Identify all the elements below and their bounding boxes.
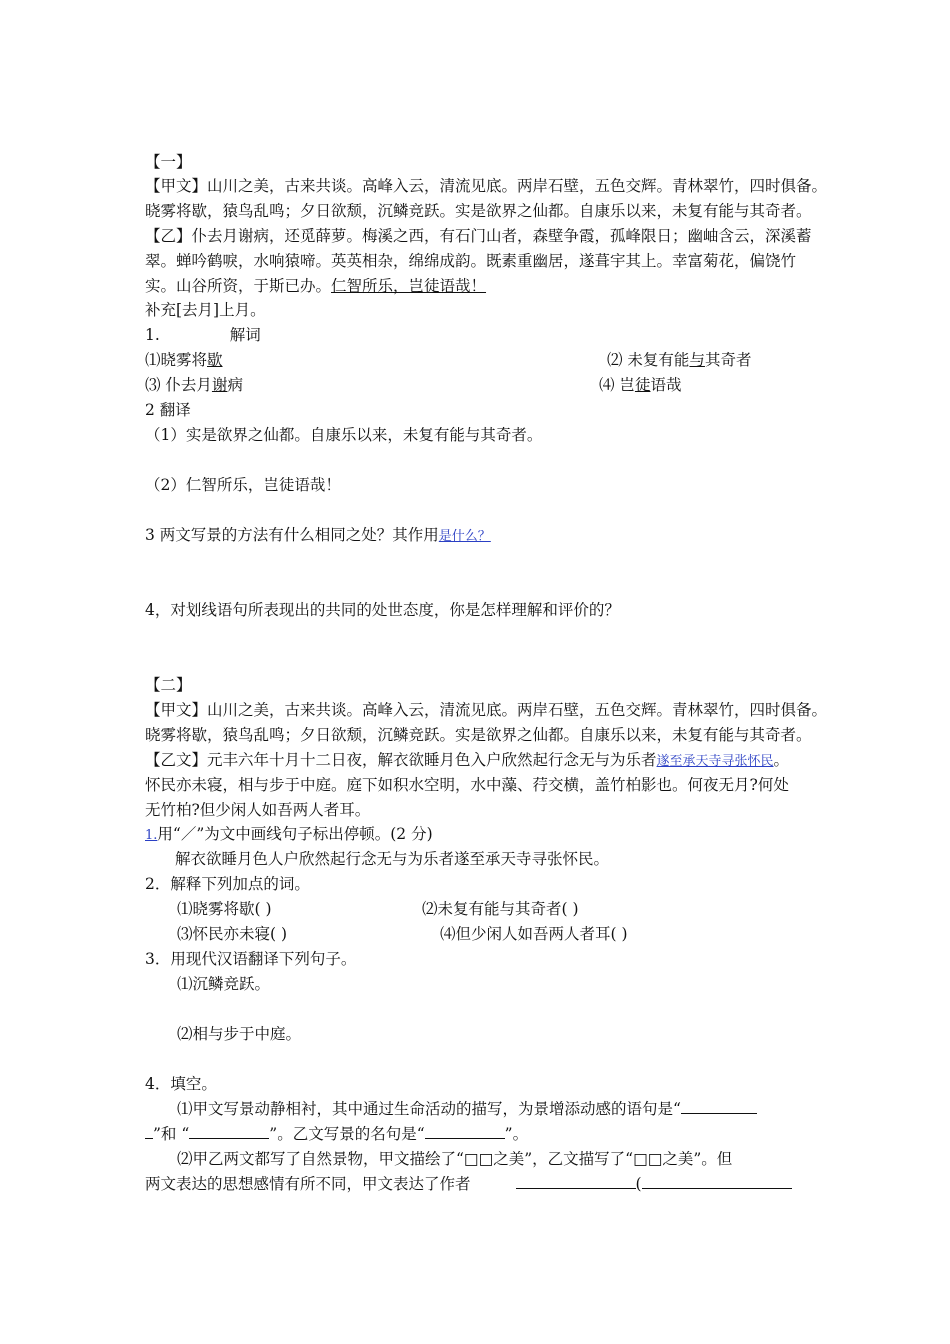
- s2-q3-item: ⑴沉鳞竞跃。: [177, 975, 271, 993]
- s1-yi-line: 【乙】仆去月谢病，还觅薛萝。梅溪之西，有石门山者，森壁争霞，孤峰限日；幽岫含云，深溪蓄: [145, 227, 812, 245]
- s1-q3-text: 3 两文写景的方法有什么相同之处？其作用: [145, 526, 439, 544]
- s2-q2-item: ⑶怀民亦未寝( ): [177, 925, 288, 943]
- s1-q4: 4，对划线语句所表现出的共同的处世态度，你是怎样理解和评价的？: [145, 601, 620, 619]
- answer-blank[interactable]: [425, 1124, 505, 1139]
- section-one-heading: 【一】: [145, 153, 192, 171]
- s2-q4-title: 4．填空。: [145, 1075, 217, 1093]
- s2-yi-line: 怀民亦未寝，相与步于中庭。庭下如积水空明，水中藻、荇交横，盖竹柏影也。何夜无月?何处: [145, 776, 789, 794]
- s1-jia-line: 【甲文】山川之美，古来共谈。高峰入云，清流见底。两岸石壁，五色交辉。青林翠竹，四时俱备。: [145, 177, 828, 195]
- s2-q1: [145, 822, 433, 846]
- s2-q2-item: ⑷但少闲人如吾两人者耳( ): [440, 925, 628, 943]
- s1-q2-title: 2 翻译: [145, 401, 191, 419]
- s1-q1-item: ⑴晓雾将歇: [145, 351, 223, 369]
- s2-q1-text: 用“／”为文中画线句子标出停顿。(2 分): [157, 825, 433, 843]
- s2-q1-number-link[interactable]: 1.: [145, 828, 158, 843]
- s2-yi-link[interactable]: 遂至承天寺寻张怀民: [656, 754, 774, 769]
- s1-q1-keyword: 歇: [207, 351, 223, 369]
- s2-q3-item: ⑵相与步于中庭。: [177, 1025, 302, 1043]
- s2-jia-line: 【甲文】山川之美，古来共谈。高峰入云，清流见底。两岸石壁，五色交辉。青林翠竹，四时俱备。: [145, 701, 828, 719]
- s2-q4-line: ⑵甲乙两文都写了自然景物，甲文描绘了“□□之美”，乙文描写了“□□之美”。但: [177, 1150, 733, 1168]
- s2-yi-line: 无竹柏?但少闲人如吾两人者耳。: [145, 801, 371, 819]
- s1-q2-item: （2）仁智所乐，岂徒语哉！: [145, 476, 341, 494]
- s1-q1-keyword: 与: [689, 351, 705, 369]
- s2-q2-item: ⑵未复有能与其奇者( ): [422, 900, 579, 918]
- s1-q2-item: （1）实是欲界之仙都。自康乐以来，未复有能与其奇者。: [145, 426, 543, 444]
- s2-q3-title: 3．用现代汉语翻译下列句子。: [145, 950, 357, 968]
- s1-q3-link[interactable]: 是什么？: [438, 529, 491, 544]
- s1-q3: [145, 523, 491, 547]
- s1-q1-item: ⑵ 未复有能与其奇者: [607, 351, 752, 369]
- s2-q2-title: 2．解释下列加点的词。: [145, 875, 310, 893]
- s1-q1-heading: [145, 323, 261, 347]
- s1-underlined-sentence: 仁智所乐，岂徒语哉！: [331, 277, 487, 295]
- s2-q4-line: ”和 “ ”。乙文写景的名句是“ ”。: [145, 1122, 528, 1146]
- section-two-heading: 【二】: [145, 676, 192, 694]
- answer-blank[interactable]: [145, 1124, 153, 1139]
- s1-q1-number: 1.: [145, 326, 160, 344]
- s2-q4-line: ⑴甲文写景动静相衬，其中通过生命活动的描写，为景增添动感的语句是“: [177, 1097, 757, 1121]
- s1-q1-item: ⑶ 仆去月谢病: [145, 376, 243, 394]
- answer-blank[interactable]: [681, 1099, 757, 1114]
- s2-q1-sentence: 解衣欲睡月色人户欣然起行念无与为乐者遂至承天寺寻张怀民。: [175, 850, 610, 868]
- s1-note: 补充[去月]上月。: [145, 301, 266, 319]
- s2-yi-line: 【乙文】元丰六年十月十二日夜，解衣欲睡月色入户欣然起行念无与为乐者遂至承天寺寻张怀民。: [145, 751, 790, 769]
- s2-jia-line: 晓雾将歇，猿鸟乱鸣；夕日欲颓，沉鳞竞跃。实是欲界之仙都。自康乐以来，未复有能与其奇者。: [145, 726, 812, 744]
- s1-q1-keyword: 徒: [634, 376, 651, 394]
- answer-blank[interactable]: [189, 1124, 269, 1139]
- answer-blank[interactable]: [642, 1174, 792, 1189]
- s2-q4-line: 两文表达的思想感情有所不同，甲文表达了作者 (: [145, 1172, 792, 1196]
- s1-q1-title: 解词: [229, 326, 261, 344]
- s2-q2-item: ⑴晓雾将歇( ): [177, 900, 272, 918]
- s1-yi-last-line: [145, 274, 486, 298]
- s1-yi-line: 翠。蝉吟鹤唳，水响猿啼。英英相杂，绵绵成韵。既素重幽居，遂葺宇其上。幸富菊花，偏饶竹: [145, 252, 797, 270]
- answer-blank[interactable]: [516, 1174, 636, 1189]
- s1-jia-line: 晓雾将歇，猿鸟乱鸣；夕日欲颓，沉鳞竞跃。实是欲界之仙都。自康乐以来，未复有能与其奇者。: [145, 202, 812, 220]
- s1-q1-item: ⑷ 岂徒语哉: [599, 376, 682, 394]
- s1-yi-last-text: 实。山谷所资，于斯已办。: [145, 277, 332, 295]
- s1-q1-keyword: 谢: [211, 376, 228, 394]
